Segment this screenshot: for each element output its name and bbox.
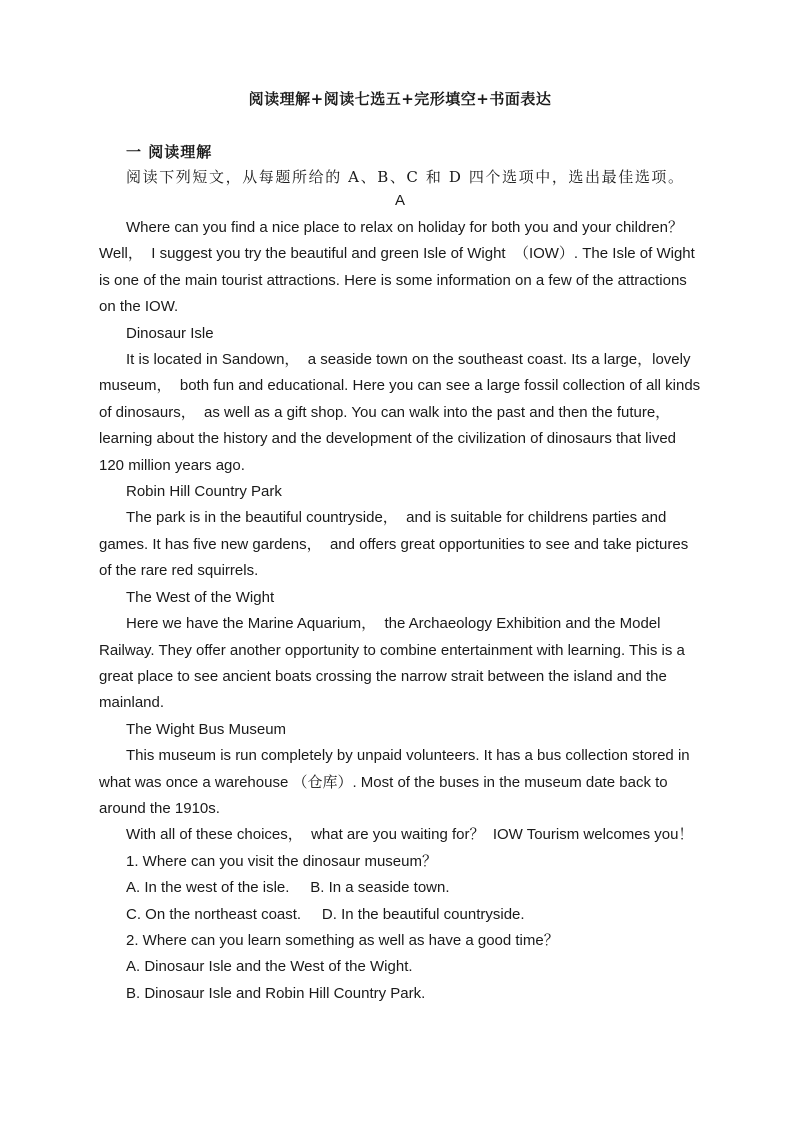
question-1-options-cd: C. On the northeast coast. D. In the beautiful countryside. (126, 905, 525, 923)
document-title: 阅读理解+阅读七选五+完形填空+书面表达 (248, 90, 552, 108)
question-1-options-ab: A. In the west of the isle. B. In a seaside town. (126, 879, 450, 897)
paragraph-closing: With all of these choices， what are you waiting for？ IOW Tourism welcomes you！ (126, 826, 694, 844)
passage-label: A (394, 192, 405, 209)
subheading-robin-hill: Robin Hill Country Park (126, 483, 282, 501)
subheading-west-of-wight: The West of the Wight (126, 588, 275, 606)
paragraph-west-of-wight: Here we have the Marine Aquarium， the Archaeology Exhibition and the Model Railway. They offer another opportunity to combine entertainment with learning. This is a great place to see ancient boats crossing the narrow strait between the island and the mainland. (99, 615, 690, 712)
passage-body (99, 215, 705, 1007)
paragraph-bus-museum: This museum is run completely by unpaid volunteers. It has a bus collection stored in what was once a warehouse （仓库）. Most of the buses in the museum date back to around the 1910s. (99, 747, 694, 817)
paragraph-robin-hill: The park is in the beautiful countryside， and is suitable for childrens parties and games. It has five new gardens， and offers great opportunities to see and take pictures of the rare red squirrels. (99, 509, 693, 580)
paragraph-dinosaur-isle: It is located in Sandown， a seaside town on the southeast coast. Its a large，lovely museum， both fun and educational. Here you can see a large fossil collection of all kinds of dinosaurs， as well as a gift shop. You can walk into the past and then the future， learning about the history and the development of the civilization of dinosaurs that lived 120 million years ago. (99, 351, 705, 474)
question-2-option-b: B. Dinosaur Isle and Robin Hill Country Park. (126, 984, 426, 1002)
subheading-dinosaur-isle: Dinosaur Isle (126, 324, 214, 342)
question-2-stem: 2. Where can you learn something as well as have a good time？ (126, 931, 559, 949)
section-heading: 一 阅读理解 (126, 143, 213, 161)
reading-instruction: 阅读下列短文，从每题所给的 A、B、C 和 D 四个选项中，选出最佳选项。 (126, 168, 685, 186)
paragraph-intro: Where can you find a nice place to relax on holiday for both you and your children？Well， I suggest you try the beautiful and green Isle of Wight （IOW）. The Isle of Wight is one of the main tourist attractions. Here is some information on a few of the attractions on the IOW. (99, 219, 699, 316)
subheading-bus-museum: The Wight Bus Museum (126, 720, 287, 738)
question-1-stem: 1. Where can you visit the dinosaur museum？ (126, 852, 437, 870)
question-2-option-a: A. Dinosaur Isle and the West of the Wight. (126, 958, 413, 976)
